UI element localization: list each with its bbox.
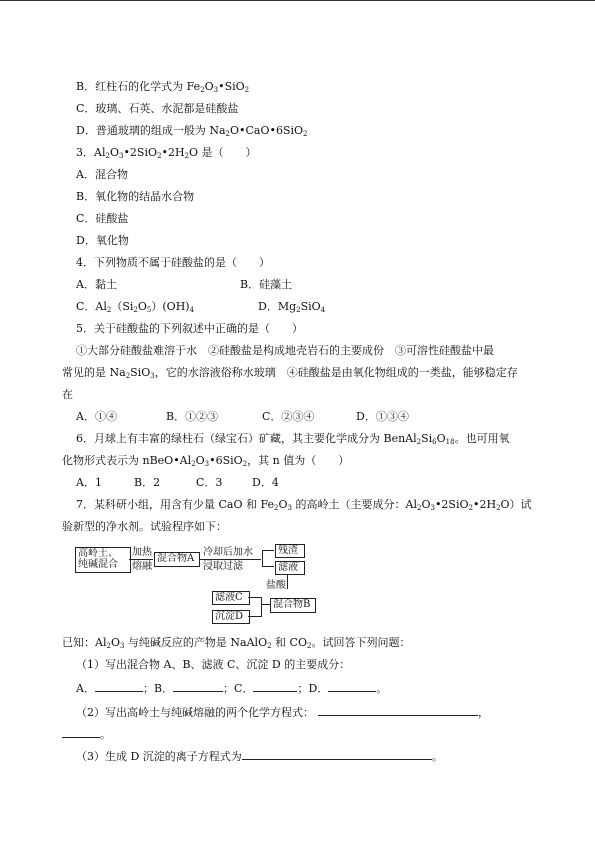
q3-stem: 3．$Al_2O_3•2SiO_2•2H_2O$ 是（ ） xyxy=(76,146,257,160)
q3-option-c: C．硅酸盐 xyxy=(76,212,129,225)
flow-label-heat: 加热 xyxy=(132,547,152,558)
q5-option-d: D．①③④ xyxy=(356,410,409,423)
answer-blank-c[interactable] xyxy=(253,680,297,692)
q7-sub3-stem: （3）生成 D 沉淀的离子方程式为 。 xyxy=(76,750,443,763)
flow-box-filtrate-c: 滤液C xyxy=(212,591,250,605)
q2-option-d: D．普通玻璃的组成一般为 $Na_2O•CaO•6SiO_2$ xyxy=(76,124,308,138)
q4-stem: 4．下列物质不属于硅酸盐的是（ ） xyxy=(76,256,270,269)
q5-statement-line-1: ①大部分硅酸盐难溶于水 ②硅酸盐是构成地壳岩石的主要成份 ③可溶性硅酸盐中最 xyxy=(76,344,494,357)
answer-blank-ionic-equation[interactable] xyxy=(242,748,432,760)
answer-blank-d[interactable] xyxy=(328,680,376,692)
flow-label-cool-water: 冷却后加水 xyxy=(203,547,253,558)
q6-option-d: D．4 xyxy=(252,476,279,489)
q3-option-d: D．氧化物 xyxy=(76,234,129,247)
q5-statement-line-2: 常见的是 $Na_2SiO_3$，它的水溶液俗称水玻璃 ④硅酸盐是由氧化物组成的一类盐，能够稳定存 xyxy=(62,366,518,380)
q6-option-c: C．3 xyxy=(196,476,223,489)
flow-arrow-3 xyxy=(262,604,270,605)
q7-line-1: 7．某科研小组，用含有少量 CaO 和 $Fe_2O_3$ 的高岭土（主要成分：$Al_2O_3•2SiO_2•2H_2O$）试 xyxy=(76,498,532,512)
flow-box-kaolin-soda: 高岭土、 纯碱混合 xyxy=(75,547,131,573)
q5-option-b: B．①②③ xyxy=(166,410,219,423)
answer-blank-a[interactable] xyxy=(95,680,143,692)
answer-blank-equation-1[interactable] xyxy=(318,704,478,716)
flow-branch-1 xyxy=(262,550,263,567)
flow-branch-2 xyxy=(261,597,262,617)
answer-blank-equation-2[interactable] xyxy=(62,726,100,738)
q7-sub2-stem: （2）写出高岭土与纯碱熔融的两个化学方程式： ， xyxy=(76,706,489,719)
flow-box-filtrate: 滤液 xyxy=(275,561,305,575)
q4-option-c: C．$Al_2(Si_2O_5)(OH)_4$ xyxy=(76,300,195,314)
q5-option-c: C．②③④ xyxy=(262,410,315,423)
q7-sub1-answers: A． ；B． ；C． ；D． 。 xyxy=(76,682,388,695)
q4-option-a: A．黏土 xyxy=(76,278,117,291)
q5-stem: 5．关于硅酸盐的下列叙述中正确的是（ ） xyxy=(76,322,303,335)
q4-option-d: D．$Mg_2SiO_4$ xyxy=(258,300,326,314)
flow-label-leach-filter: 浸取过滤 xyxy=(203,561,243,572)
flow-box-precipitate-d: 沉淀D xyxy=(212,610,250,624)
q7-known: 已知：$Al_2O_3$ 与纯碱反应的产物是 NaAlO$_2$ 和 $CO_2$。试回答下列问题： xyxy=(62,636,411,650)
flow-branch-1-top xyxy=(262,550,274,551)
flow-box-residue: 残渣 xyxy=(275,544,305,558)
flow-down-line xyxy=(287,575,288,589)
q7-sub1-stem: （1）写出混合物 A、B、滤液 C、沉淀 D 的主要成分： xyxy=(76,658,351,671)
flow-label-melt: 熔融 xyxy=(132,561,152,572)
flow-arrow-2 xyxy=(199,559,261,560)
q6-option-a: A．1 xyxy=(76,476,102,489)
q3-option-a: A．混合物 xyxy=(76,168,128,181)
q4-option-b: B．硅藻土 xyxy=(240,278,293,291)
flow-box-mixture-a: 混合物A xyxy=(154,552,200,567)
q2-option-b: B．红柱石的化学式为 $Fe_2O_3•SiO_2$ xyxy=(76,80,250,94)
q2-option-c: C．玻璃、石英、水泥都是硅酸盐 xyxy=(76,102,239,115)
flow-box-mixture-b: 混合物B xyxy=(270,598,316,613)
page-top-rule xyxy=(0,0,595,1)
q5-option-a: A．①④ xyxy=(76,410,117,423)
q6-line-2: 化物形式表示为 $nBeO•Al_2O_3•6SiO_2$，其 n 值为（ ） xyxy=(62,454,350,468)
q6-line-1: 6．月球上有丰富的绿柱石（绿宝石）矿藏，其主要化学成分为 $BenAl_2Si_6O_{18}$。也可用氧 xyxy=(76,432,510,446)
flow-branch-2-bottom xyxy=(248,616,262,617)
flow-label-hcl: 盐酸 xyxy=(266,580,286,591)
flow-branch-1-bottom xyxy=(262,566,274,567)
flow-branch-2-top xyxy=(248,597,262,598)
q7-sub2-line-2: 。 xyxy=(62,726,111,742)
answer-blank-b[interactable] xyxy=(173,680,223,692)
q3-option-b: B．氧化物的结晶水合物 xyxy=(76,190,195,203)
q7-line-2: 验新型的净水剂。试验程序如下： xyxy=(62,520,227,533)
q5-statement-line-3: 在 xyxy=(62,388,73,401)
flow-arrow-1 xyxy=(129,559,153,560)
q6-option-b: B．2 xyxy=(134,476,161,489)
